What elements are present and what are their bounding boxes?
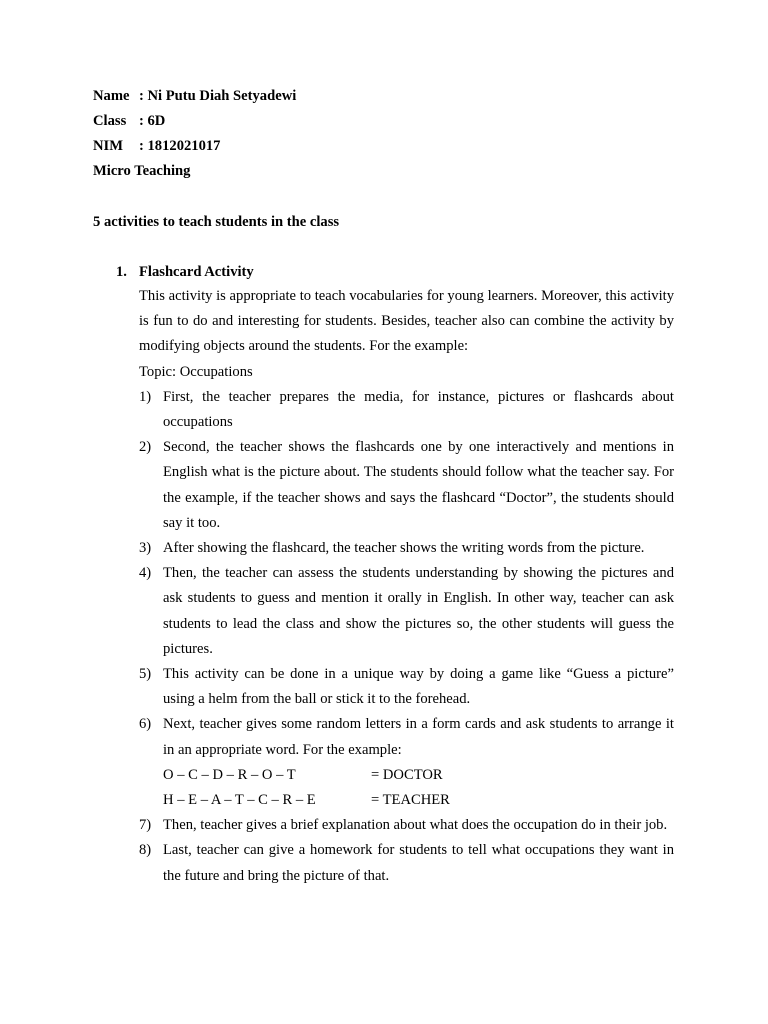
class-label: Class <box>93 113 127 129</box>
list-item <box>139 561 674 662</box>
answer-word: = DOCTOR <box>371 766 443 783</box>
step-number: 4) <box>139 565 152 582</box>
step-number: 8) <box>139 842 152 859</box>
nim-label: NIM <box>93 138 123 154</box>
step-text: Last, teacher can give a homework for students to tell what occupations they want in the future and bring the picture of that. <box>163 842 674 884</box>
document-subtitle: 5 activities to teach students in the class <box>93 214 340 230</box>
class-value: : 6D <box>139 113 166 129</box>
section-number: 1. <box>116 264 127 280</box>
step-text: This activity can be done in a unique way by doing a game like “Guess a picture” using a helm from the ball or stick it to the forehead. <box>163 666 674 708</box>
topic-line: Topic: Occupations <box>139 363 253 380</box>
step-number: 6) <box>139 716 152 733</box>
example-row <box>163 763 674 788</box>
name-label: Name <box>93 88 130 104</box>
list-item <box>139 712 674 813</box>
class-line <box>93 113 165 129</box>
step-text: Next, teacher gives some random letters in a form cards and ask students to arrange it in an appropriate word. For the example: <box>163 716 674 758</box>
step-text: Then, the teacher can assess the students understanding by showing the pictures and ask students to guess and mention it orally in English. In other way, teacher can ask students to lead the class and show the pictures so, the other students will guess the pictures. <box>163 565 674 657</box>
course-line: Micro Teaching <box>93 163 191 179</box>
section-intro: This activity is appropriate to teach vocabularies for young learners. Moreover, this activity is fun to do and interesting for students. Besides, teacher also can combine the activity by modifying objects around the students. For the example: <box>139 288 674 355</box>
answer-word: = TEACHER <box>371 792 450 809</box>
name-value: : Ni Putu Diah Setyadewi <box>139 88 297 104</box>
name-line <box>93 88 296 104</box>
step-number: 1) <box>139 388 152 405</box>
step-text: Second, the teacher shows the flashcards one by one interactively and mentions in English what is the picture about. The students should follow what the teacher say. For the example, if the teacher shows and says the flashcard “Doctor”, the students should say it too. <box>163 439 674 531</box>
scrambled-word: O – C – D – R – O – T <box>163 766 296 783</box>
step-number: 3) <box>139 540 152 557</box>
list-item <box>139 385 674 435</box>
section-title <box>116 264 676 280</box>
list-item <box>139 838 674 888</box>
section-flashcard-activity <box>116 264 676 889</box>
list-item <box>139 662 674 712</box>
list-item <box>139 536 674 561</box>
step-text: After showing the flashcard, the teacher shows the writing words from the picture. <box>163 540 645 557</box>
nim-line <box>93 138 220 154</box>
step-number: 5) <box>139 666 152 683</box>
step-number: 2) <box>139 439 152 456</box>
steps-list <box>139 385 674 889</box>
list-item <box>139 813 674 838</box>
section-title-text: Flashcard Activity <box>139 264 254 280</box>
step-text: Then, teacher gives a brief explanation about what does the occupation do in their job. <box>163 817 668 834</box>
step-number: 7) <box>139 817 152 834</box>
scrambled-word: H – E – A – T – C – R – E <box>163 792 316 809</box>
nim-value: : 1812021017 <box>139 138 221 154</box>
list-item <box>139 435 674 536</box>
step-text: First, the teacher prepares the media, for instance, pictures or flashcards about occupations <box>163 388 674 431</box>
example-row <box>163 788 674 813</box>
